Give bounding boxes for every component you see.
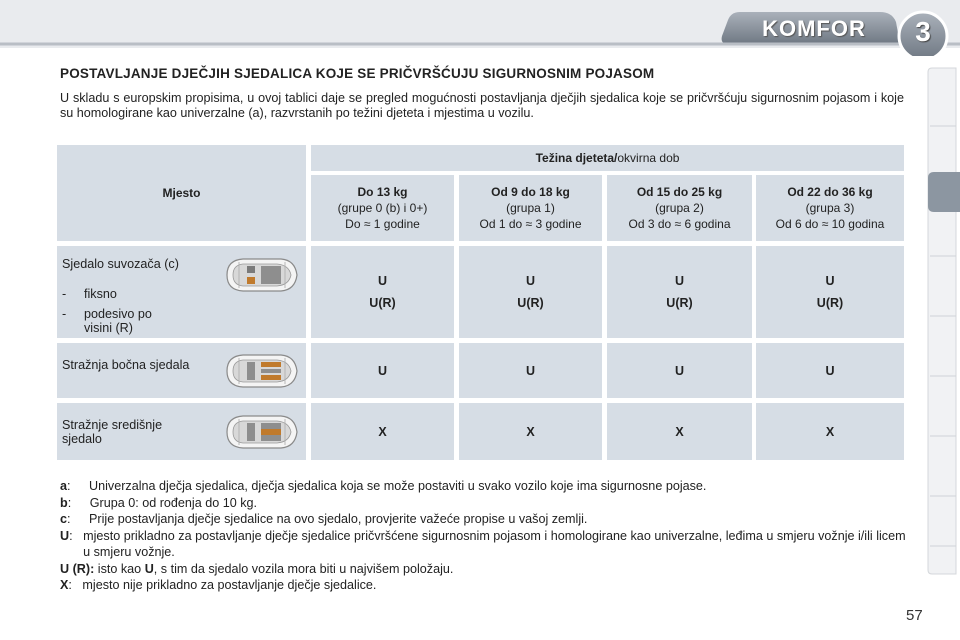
group-header-3: [756, 175, 904, 241]
mark: U: [825, 274, 835, 288]
group-label: (grupa 3): [805, 201, 855, 215]
group-age: Od 6 do ≈ 10 godina: [775, 217, 885, 231]
sub-item-label: podesivo po visini (R): [84, 307, 152, 335]
sub-item-label: fiksno: [84, 287, 117, 301]
place-header-cell: [57, 145, 306, 241]
mark: U: [825, 363, 835, 378]
mark: X: [825, 424, 835, 439]
note-text-before: isto kao: [94, 561, 145, 576]
note-sep: :: [67, 512, 71, 526]
intro-paragraph: U skladu s europskim propisima, u ovoj tablici daje se pregled mogućnosti postavljanja dječjih sjedalica koje se pričvršćuju sigurnosnim pojasom i koje su homologirane kao univerzalne (a), razvrstanih po težini djeteta i mjestima u vozilu.: [60, 91, 904, 120]
group-weight: Od 15 do 25 kg: [636, 185, 723, 199]
sub-item-fixed: [62, 288, 117, 302]
dash: -: [62, 287, 67, 301]
note-c: [60, 511, 906, 528]
mark: U: [525, 363, 536, 378]
seat-label: Stražnje središnje sjedalo: [62, 418, 163, 446]
note-text: mjesto prikladno za postavljanje dječje sjedalice pričvršćene sigurnosnim pojasom i homologirane kao univerzalne, leđima u smjeru vožnje i/ili licem u smjeru vožnje.: [83, 528, 906, 559]
weight-header-cell: [311, 145, 904, 171]
note-x: [60, 577, 906, 594]
note-sep: :: [68, 578, 72, 592]
group-header-2: [607, 175, 752, 241]
cell-r1-c2: [607, 343, 752, 398]
note-text-bold: U: [144, 561, 154, 576]
footnotes: [60, 478, 906, 594]
mark: X: [378, 424, 387, 439]
mark: X: [675, 424, 684, 439]
group-age: Od 3 do ≈ 6 godina: [628, 217, 731, 231]
page-number: 57: [906, 607, 923, 624]
seat-label: Stražnja bočna sjedala: [62, 358, 190, 372]
seat-label: Sjedalo suvozača (c): [62, 257, 179, 271]
note-ur: [60, 561, 906, 578]
chapter-number: 3: [915, 16, 931, 47]
place-header: Mjesto: [162, 186, 201, 200]
car-rear-center-seat-icon: [221, 411, 301, 453]
cell-r2-c0: [311, 403, 454, 460]
cell-r0-c3: [756, 246, 904, 338]
group-weight: Od 9 do 18 kg: [491, 185, 570, 199]
note-sep: :: [69, 528, 73, 543]
cell-r0-c1: [459, 246, 602, 338]
dash: -: [62, 307, 67, 321]
group-label: (grupa 1): [506, 201, 555, 215]
note-text: Univerzalna dječja sjedalica, dječja sjedalica koja se može postaviti u svako vozilo koje ima sigurnosne pojase.: [89, 479, 707, 493]
note-key: U (R): [60, 561, 91, 576]
header-bar: [0, 0, 960, 50]
mark: U(R): [816, 296, 844, 310]
cell-r1-c0: [311, 343, 454, 398]
group-weight: Do 13 kg: [357, 185, 408, 199]
note-key: c: [60, 512, 68, 526]
cell-r1-c3: [756, 343, 904, 398]
chapter-side-tabs: [924, 66, 960, 576]
mark: U: [377, 363, 388, 378]
mark: U(R): [666, 296, 693, 310]
group-label: (grupe 0 (b) i 0+): [337, 201, 428, 215]
cell-r0-c2: [607, 246, 752, 338]
group-age: Do ≈ 1 godine: [345, 217, 420, 231]
note-u: [60, 528, 906, 561]
group-weight: Od 22 do 36 kg: [787, 185, 873, 199]
cell-r2-c1: [459, 403, 602, 460]
group-age: Od 1 do ≈ 3 godine: [479, 217, 582, 231]
note-sep: :: [67, 495, 72, 510]
car-front-seat-icon: [221, 254, 301, 296]
note-a: [60, 478, 906, 495]
note-key: b: [60, 495, 68, 510]
car-rear-side-seat-icon: [221, 350, 301, 392]
note-text: Grupa 0: od rođenja do 10 kg.: [89, 495, 258, 510]
note-sep: :: [90, 561, 95, 576]
mark: U: [674, 274, 684, 288]
note-sep: :: [67, 479, 71, 493]
weight-header-normal: okvirna dob: [617, 151, 680, 165]
note-text: Prije postavljanja dječje sjedalice na ovo sjedalo, provjerite važeće propise u vašoj zemlji.: [89, 512, 588, 526]
chapter-title: KOMFOR: [762, 16, 866, 41]
mark: U(R): [517, 296, 544, 310]
mark: U(R): [369, 296, 396, 310]
note-key: a: [60, 479, 68, 493]
group-label: (grupa 2): [655, 201, 704, 215]
cell-r1-c1: [459, 343, 602, 398]
section-title: POSTAVLJANJE DJEČJIH SJEDALICA KOJE SE PRIČVRŠĆUJU SIGURNOSNIM POJASOM: [60, 66, 655, 81]
cell-r0-c0: [311, 246, 454, 338]
row-front-passenger-place: [57, 246, 306, 338]
cell-r2-c3: [756, 403, 904, 460]
mark: U: [674, 363, 685, 378]
note-key: X: [60, 578, 69, 592]
mark: U: [377, 274, 387, 288]
group-header-1: [459, 175, 602, 241]
note-text: mjesto nije prikladno za postavljanje dječje sjedalice.: [82, 578, 377, 592]
note-b: [60, 495, 906, 512]
note-key: U: [60, 528, 70, 543]
cell-r2-c2: [607, 403, 752, 460]
mark: U: [525, 274, 535, 288]
weight-header-bold: Težina djeteta/: [535, 151, 618, 165]
mark: X: [526, 424, 535, 439]
sub-item-adjustable: [62, 308, 176, 335]
row-rear-side-place: [57, 343, 306, 398]
row-rear-center-place: [57, 403, 306, 460]
group-header-0: [311, 175, 454, 241]
note-text-after: , s tim da sjedalo vozila mora biti u najvišem položaju.: [153, 561, 454, 576]
